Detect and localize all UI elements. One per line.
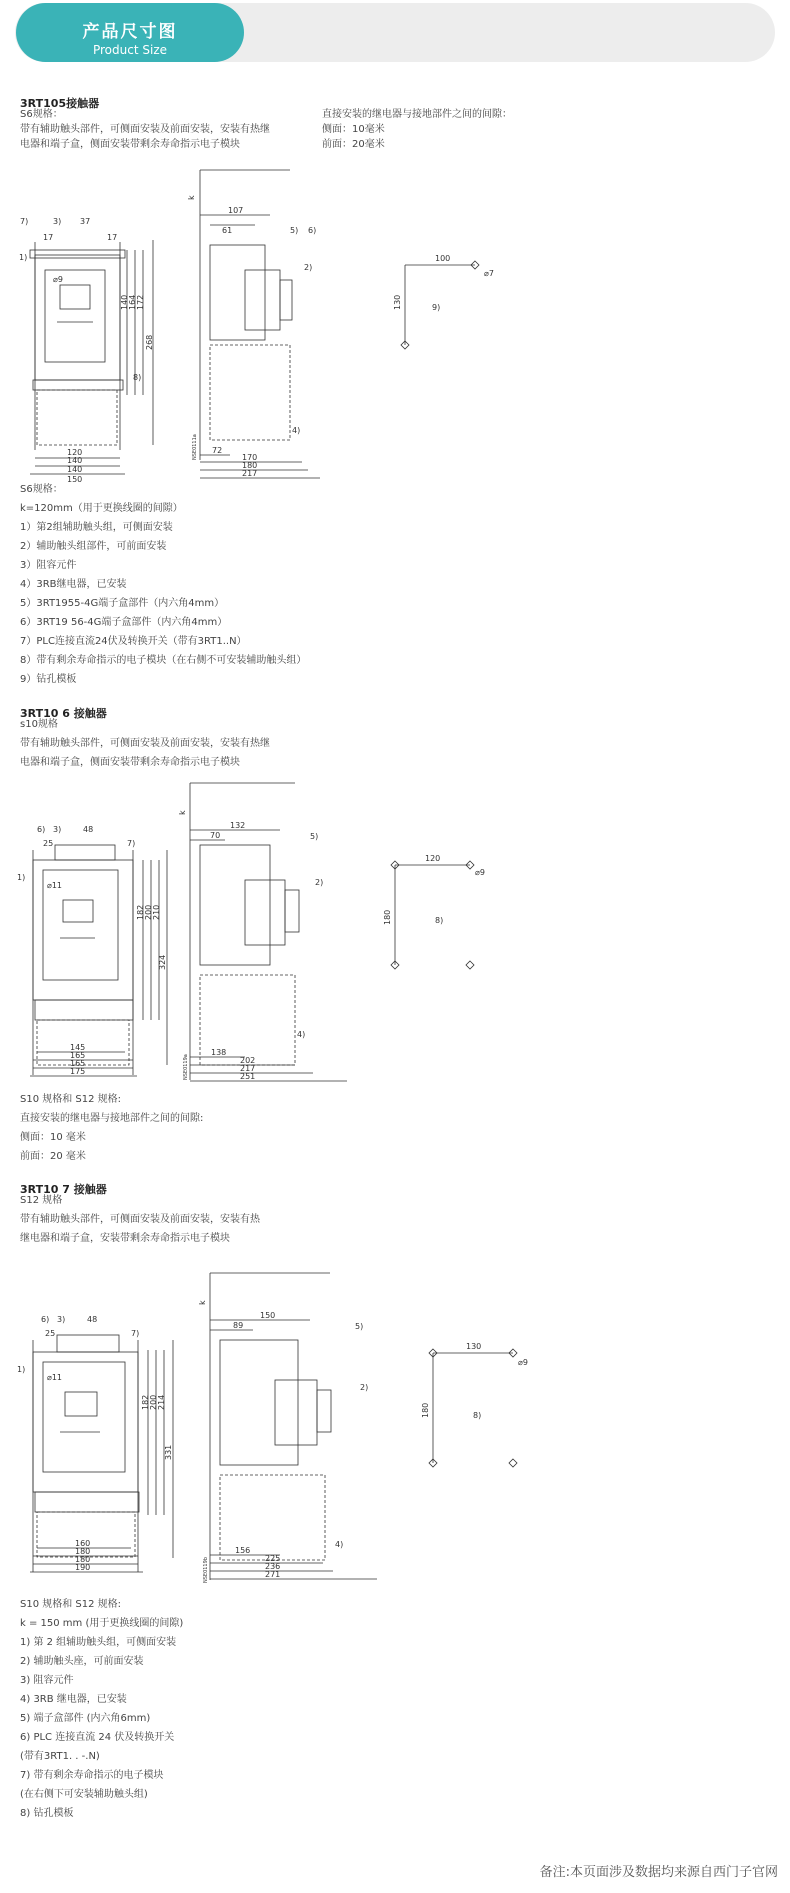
s2-side-label: 132 xyxy=(230,821,246,830)
s1-side-label: 4) xyxy=(292,426,301,435)
s2-front-label: 48 xyxy=(83,825,94,834)
s3-note-line: k = 150 mm (用于更换线圈的间隙) xyxy=(20,1618,184,1629)
s2-front-label: 324 xyxy=(158,954,167,970)
s1-gap-line: 直接安装的继电器与接地部件之间的间隙： xyxy=(322,109,512,120)
s3-front-label: 214 xyxy=(157,1394,166,1410)
s2-side-label: 5) xyxy=(310,832,319,841)
s2-desc-line: 电器和端子盒，侧面安装带剩余寿命指示电子模块 xyxy=(20,757,240,768)
s1-front-label: 17 xyxy=(43,233,54,242)
s2-front-label: 7) xyxy=(127,839,136,848)
s3-side-label: 156 xyxy=(235,1546,251,1555)
s1-front-label: 164 xyxy=(128,294,137,310)
s1-side-label: k xyxy=(187,195,196,200)
s3-desc xyxy=(20,1191,260,1248)
s3-side-label: 2) xyxy=(360,1383,369,1392)
s2-desc xyxy=(20,715,270,772)
s3-note-line: 6) PLC 连接直流 24 伏及转换开关 xyxy=(20,1732,175,1743)
s3-desc-line: 带有辅助触头部件，可侧面安装及前面安装，安装有热 xyxy=(20,1214,260,1225)
s1-front-label: 120 xyxy=(67,448,83,457)
s2-front-label: ⌀11 xyxy=(47,881,62,890)
s1-front-label: 7) xyxy=(20,217,29,226)
s1-front-label: 140 xyxy=(67,465,83,474)
s1-front-label: 1) xyxy=(19,253,28,262)
s1-front-label: 268 xyxy=(145,334,154,350)
s3-hole-label: ⌀9 xyxy=(518,1358,528,1367)
s2-front-label: 145 xyxy=(70,1043,86,1052)
s1-side-label: 217 xyxy=(242,469,258,478)
s3-hole-label: 130 xyxy=(466,1342,482,1351)
s3-front-label: 160 xyxy=(75,1539,91,1548)
s3-front-label: 331 xyxy=(164,1444,173,1460)
s1-front-label: 37 xyxy=(80,217,91,226)
s1-front-label: 150 xyxy=(67,475,83,484)
s3-note-line: (在右侧下可安装辅助触头组) xyxy=(20,1789,148,1800)
s3-front-label: 180 xyxy=(75,1547,91,1556)
s1-front-label: 3) xyxy=(53,217,62,226)
s1-side-label: 180 xyxy=(242,461,258,470)
s3-side-label: NSE0119b xyxy=(203,1557,209,1583)
s3-note-line: 3) 阻容元件 xyxy=(20,1675,74,1686)
s3-front-label: 7) xyxy=(131,1329,140,1338)
s2-side-label: 70 xyxy=(210,831,221,840)
s3-side-label: 236 xyxy=(265,1562,281,1571)
s1-side-view-drawing xyxy=(187,160,325,480)
s2-front-label: 210 xyxy=(152,904,161,920)
s3-hole-label: 8) xyxy=(473,1411,482,1420)
s1-front-label: 140 xyxy=(67,456,83,465)
header-title-en: Product Size xyxy=(92,43,167,57)
s3-side-view-drawing xyxy=(198,1265,380,1585)
s3-desc-line: S12 规格 xyxy=(20,1195,63,1206)
s1-note-line: S6规格： xyxy=(20,484,63,495)
s1-notes xyxy=(20,480,306,689)
s2-front-label: 182 xyxy=(136,904,145,920)
s3-note-line: 5) 端子盒部件 (内六角6mm) xyxy=(20,1713,151,1724)
footer-note: 备注:本页面涉及数据均来源自西门子官网 xyxy=(539,1865,778,1880)
s1-hole-label: ⌀7 xyxy=(484,269,494,278)
s3-front-view-drawing xyxy=(15,1310,175,1580)
s1-front-label: 17 xyxy=(107,233,118,242)
s3-hole-template-drawing xyxy=(418,1333,548,1473)
s1-hole-label: 9) xyxy=(432,303,441,312)
s1-side-label: 6) xyxy=(308,226,317,235)
s1-hole-label: 100 xyxy=(435,254,451,263)
s1-side-label: 72 xyxy=(212,446,223,455)
s2-side-label: k xyxy=(178,810,187,815)
s1-note-line: 9）钻孔模板 xyxy=(20,674,77,685)
s1-hole-template-drawing xyxy=(390,245,510,355)
s1-note-line: 4）3RB继电器，已安装 xyxy=(20,579,127,590)
s2-front-view-drawing xyxy=(15,820,165,1082)
s2-side-label: 251 xyxy=(240,1072,256,1081)
s3-side-label: 150 xyxy=(260,1311,276,1320)
s1-note-line: 3）阻容元件 xyxy=(20,560,77,571)
s2-side-label: 2) xyxy=(315,878,324,887)
s3-side-label: 271 xyxy=(265,1570,281,1579)
s1-hole-label: 130 xyxy=(393,294,402,310)
s1-side-label: NSE0111a xyxy=(192,434,198,460)
s2-side-label: NSE0119a xyxy=(183,1054,189,1080)
s2-notes xyxy=(20,1090,203,1166)
s1-front-label: 172 xyxy=(136,294,145,310)
s2-desc-line: s10规格 xyxy=(20,719,58,730)
s3-front-label: 25 xyxy=(45,1329,56,1338)
s2-front-label: 165 xyxy=(70,1059,86,1068)
s2-front-label: 3) xyxy=(53,825,62,834)
s3-note-line: S10 规格和 S12 规格: xyxy=(20,1599,122,1610)
s3-note-line: 7) 带有剩余寿命指示的电子模块 xyxy=(20,1770,164,1781)
s3-side-label: 89 xyxy=(233,1321,244,1330)
s2-note-line: 直接安装的继电器与接地部件之间的间隙: xyxy=(20,1113,204,1124)
s3-note-line: (带有3RT1. . -.N) xyxy=(20,1751,100,1762)
s3-hole-label: 180 xyxy=(421,1402,430,1418)
s1-note-line: 7）PLC连接直流24伏及转换开关（带有3RT1..N） xyxy=(20,636,247,647)
s2-desc-line: 带有辅助触头部件，可侧面安装及前面安装，安装有热继 xyxy=(20,738,270,749)
s1-gap-line: 前面：20毫米 xyxy=(322,139,385,150)
s3-desc-line: 继电器和端子盒，安装带剩余寿命指示电子模块 xyxy=(20,1233,230,1244)
s2-title: 3RT10 6 接触器 xyxy=(20,707,107,720)
s3-side-label: k xyxy=(198,1300,207,1305)
s3-side-label: 225 xyxy=(265,1554,281,1563)
s2-front-label: 165 xyxy=(70,1051,86,1060)
s2-hole-template-drawing xyxy=(380,845,500,975)
s3-front-label: 182 xyxy=(141,1394,150,1410)
s2-front-label: 200 xyxy=(144,904,153,920)
s3-front-label: 1) xyxy=(17,1365,26,1374)
s1-note-line: 6）3RT19 56-4G端子盒部件（内六角4mm） xyxy=(20,617,228,628)
s1-desc xyxy=(20,105,270,154)
s3-note-line: 2) 辅助触头座，可前面安装 xyxy=(20,1656,144,1667)
s2-side-view-drawing xyxy=(178,775,350,1085)
s2-side-label: 138 xyxy=(211,1048,227,1057)
s3-note-line: 4) 3RB 继电器，已安装 xyxy=(20,1694,127,1705)
header-title-cn: 产品尺寸图 xyxy=(82,22,178,42)
s2-hole-label: ⌀9 xyxy=(475,868,485,877)
s1-note-line: 1）第2组辅助触头组，可侧面安装 xyxy=(20,522,173,533)
s3-front-label: ⌀11 xyxy=(47,1373,62,1382)
s1-desc-line: S6规格： xyxy=(20,109,63,120)
s1-front-view-drawing xyxy=(15,210,160,484)
s3-side-label: 4) xyxy=(335,1540,344,1549)
s2-side-label: 202 xyxy=(240,1056,256,1065)
s2-front-label: 6) xyxy=(37,825,46,834)
s2-hole-label: 120 xyxy=(425,854,441,863)
s3-front-label: 48 xyxy=(87,1315,98,1324)
s2-side-label: 4) xyxy=(297,1030,306,1039)
s3-front-label: 200 xyxy=(149,1394,158,1410)
s3-front-label: 6) xyxy=(41,1315,50,1324)
s3-note-line: 8) 钻孔模板 xyxy=(20,1808,74,1819)
s3-front-label: 180 xyxy=(75,1555,91,1564)
s1-note-line: 8）带有剩余寿命指示的电子模块（在右侧不可安装辅助触头组） xyxy=(20,655,307,666)
s2-front-label: 1) xyxy=(17,873,26,882)
s3-front-label: 190 xyxy=(75,1563,91,1572)
s2-hole-label: 8) xyxy=(435,916,444,925)
s2-note-line: S10 规格和 S12 规格: xyxy=(20,1094,122,1105)
s2-front-label: 175 xyxy=(70,1067,86,1076)
s2-hole-label: 180 xyxy=(383,909,392,925)
s1-side-label: 61 xyxy=(222,226,233,235)
s1-note-line: 5）3RT1955-4G端子盒部件（内六角4mm） xyxy=(20,598,225,609)
s1-title: 3RT105接触器 xyxy=(20,97,100,110)
s1-front-label: 8) xyxy=(133,373,142,382)
header-title-pill xyxy=(16,3,244,62)
s1-gap-line: 侧面：10毫米 xyxy=(322,124,385,135)
s1-front-label: 140 xyxy=(120,294,129,310)
s2-note-line: 前面：20 毫米 xyxy=(20,1151,86,1162)
s1-side-label: 2) xyxy=(304,263,313,272)
s1-desc-line: 电器和端子盒，侧面安装带剩余寿命指示电子模块 xyxy=(20,139,240,150)
s1-gap-info xyxy=(322,105,512,154)
s1-side-label: 5) xyxy=(290,226,299,235)
s1-desc-line: 带有辅助触头部件，可侧面安装及前面安装，安装有热继 xyxy=(20,124,270,135)
s3-notes xyxy=(20,1595,183,1823)
s3-title: 3RT10 7 接触器 xyxy=(20,1183,107,1196)
s1-side-label: 107 xyxy=(228,206,244,215)
s3-note-line: 1) 第 2 组辅助触头组，可侧面安装 xyxy=(20,1637,177,1648)
s1-front-label: ⌀9 xyxy=(53,275,63,284)
s3-side-label: 5) xyxy=(355,1322,364,1331)
s2-front-label: 25 xyxy=(43,839,54,848)
s2-side-label: 217 xyxy=(240,1064,256,1073)
s1-note-line: k=120mm（用于更换线圈的间隙） xyxy=(20,503,183,514)
s1-note-line: 2）辅助触头组部件，可前面安装 xyxy=(20,541,167,552)
s3-front-label: 3) xyxy=(57,1315,66,1324)
s1-side-label: 170 xyxy=(242,453,258,462)
s2-note-line: 侧面：10 毫米 xyxy=(20,1132,86,1143)
